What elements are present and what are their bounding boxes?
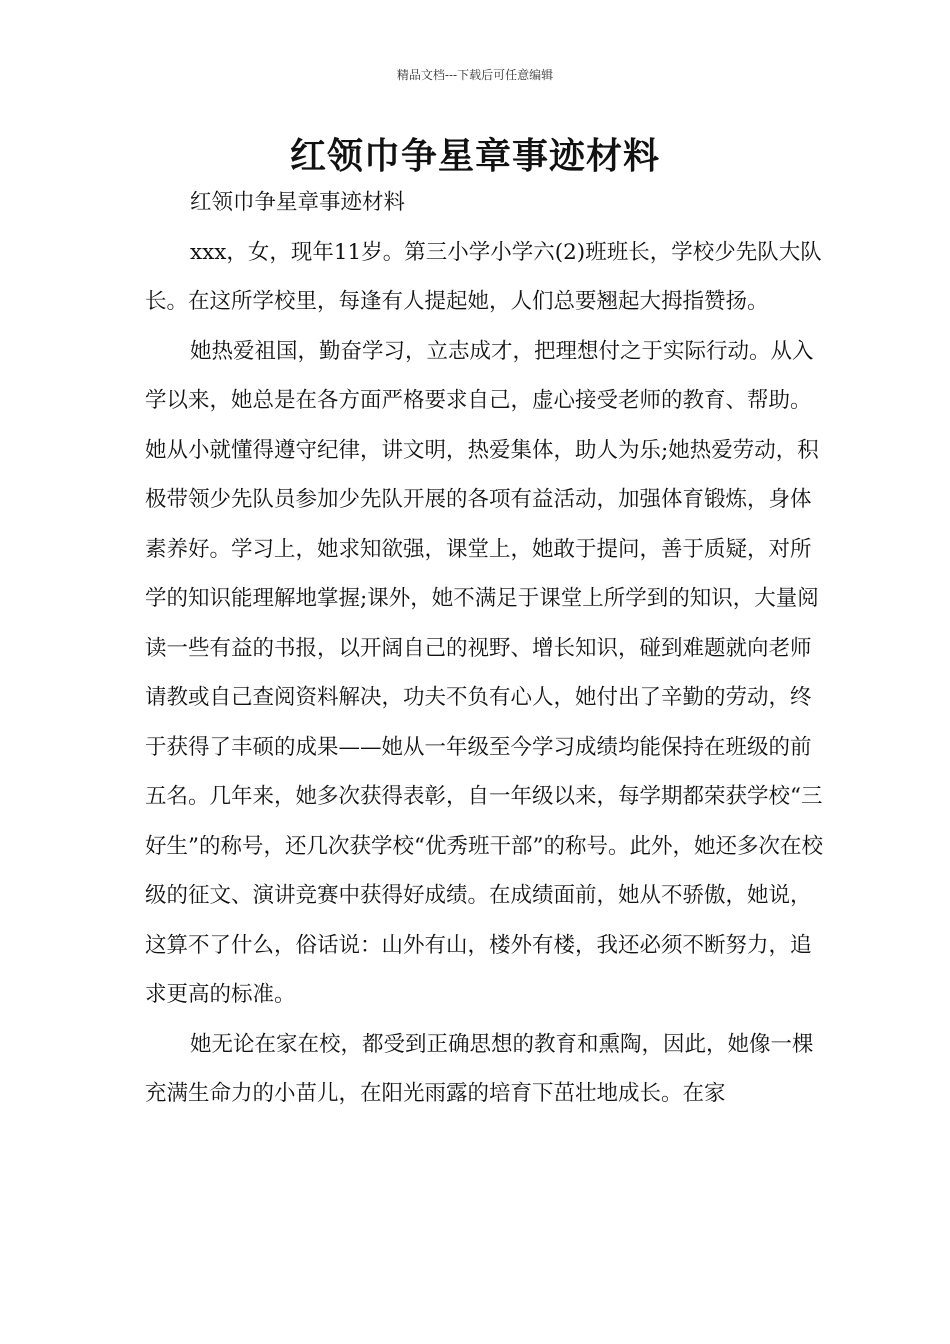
document-body <box>145 178 825 1119</box>
document-subtitle: 红领巾争星章事迹材料 <box>190 190 406 215</box>
document-title: 红领巾争星章事迹材料 <box>289 136 660 177</box>
paragraph-growth: 她无论在家在校，都受到正确思想的教育和熏陶，因此，她像一棵充满生命力的小苗儿，在阳光雨露的培育下茁壮地成长。在家 <box>145 1031 814 1106</box>
header-note: 精品文档---下载后可任意编辑 <box>396 68 554 82</box>
paragraph-intro: xxx，女，现年11岁。第三小学小学六(2)班班长，学校少先队大队长。在这所学校里，每逢有人提起她，人们总要翘起大拇指赞扬。 <box>145 239 822 314</box>
paragraph-study: 她热爱祖国，勤奋学习，立志成才，把理想付之于实际行动。从入学以来，她总是在各方面严格要求自己，虚心接受老师的教育、帮助。她从小就懂得遵守纪律，讲文明，热爱集体，助人为乐;她热爱劳动，积极带领少先队员参加少先队开展的各项有益活动，加强体育锻炼，身体素养好。学习上，她求知欲强，课堂上，她敢于提问，善于质疑，对所学的知识能理解地掌握;课外，她不满足于课堂上所学到的知识，大量阅读一些有益的书报，以开阔自己的视野、增长知识，碰到难题就向老师请教或自己查阅资料解决，功夫不负有心人，她付出了辛勤的劳动，终于获得了丰硕的成果——她从一年级至今学习成绩均能保持在班级的前五名。几年来，她多次获得表彰，自一年级以来，每学期都荣获学校“三好生”的称号，还几次获学校“优秀班干部”的称号。此外，她还多次在校级的征文、演讲竞赛中获得好成绩。在成绩面前，她从不骄傲，她说，这算不了什么，俗话说：山外有山，楼外有楼，我还必须不断努力，追求更高的标准。 <box>145 338 823 1007</box>
